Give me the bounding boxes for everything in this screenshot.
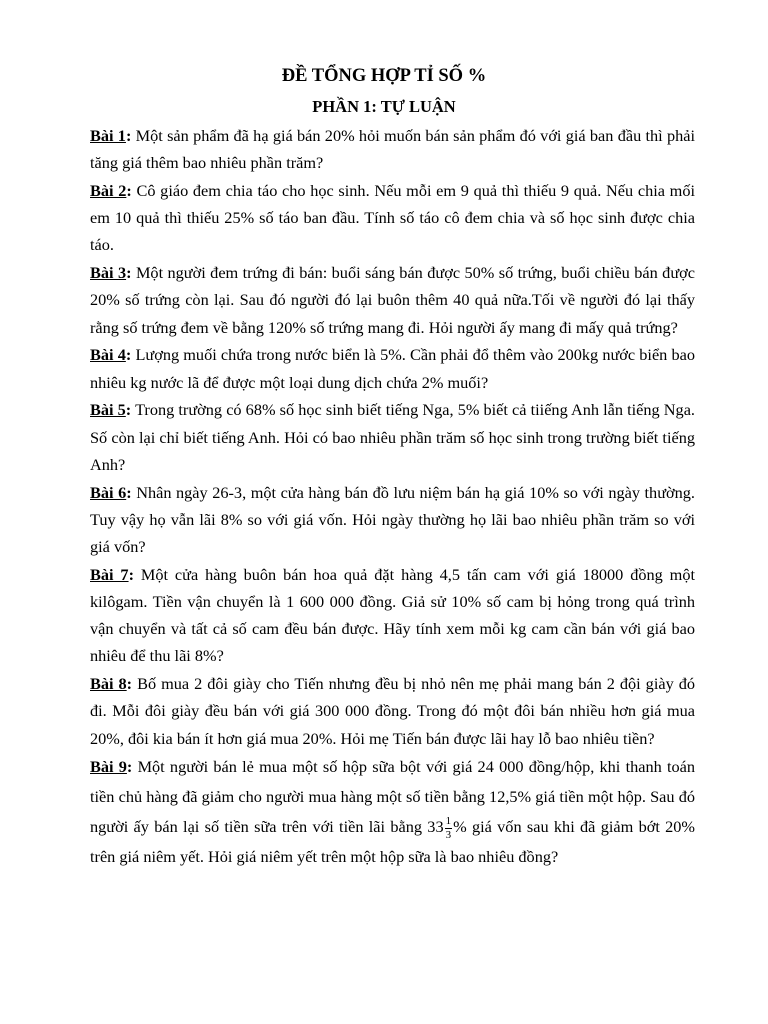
problem-1: Bài 1: Một sản phẩm đã hạ giá bán 20% hỏi muốn bán sản phẩm đó với giá ban đầu thì phải tăng giá thêm bao nhiêu phần trăm? <box>90 126 695 173</box>
problem-label: Bài 8 <box>90 674 127 694</box>
problem-label: Bài 3 <box>90 263 127 283</box>
problem-list <box>90 122 695 872</box>
fraction-one-third <box>445 815 453 842</box>
problem-label: Bài 5 <box>90 400 126 420</box>
problem-8: Bài 8: Bố mua 2 đôi giày cho Tiến nhưng đều bị nhỏ nên mẹ phải mang bán 2 đội giày đó đi. Mỗi đôi giày đều bán với giá 300 000 đồng. Trong đó một đôi bán nhiều hơn giá mua 20%, đôi kia bán ít hơn giá mua 20%. Hỏi mẹ Tiến bán được lãi hay lỗ bao nhiêu tiền? <box>90 674 695 748</box>
problem-7: Bài 7: Một cửa hàng buôn bán hoa quả đặt hàng 4,5 tấn cam với giá 18000 đồng một kilôgam. Tiền vận chuyển là 1 600 000 đồng. Giả sử 10% số cam bị hỏng trong quá trình vận chuyển và tất cả số cam đều bán được. Hãy tính xem mỗi kg cam cần bán với giá bao nhiêu để thu lãi 8%? <box>90 564 695 666</box>
problem-text: Một sản phẩm đã hạ giá bán 20% hỏi muốn bán sản phẩm đó với giá ban đầu thì phải tăng giá thêm bao nhiêu phần trăm? <box>90 126 695 173</box>
problem-label: Bài 4 <box>90 345 126 365</box>
problem-text: Cô giáo đem chia táo cho học sinh. Nếu mỗi em 9 quả thì thiếu 9 quả. Nếu chia mối em 10 quả thì thiếu 25% số táo ban đầu. Tính số táo cô đem chia và số học sinh được chia táo. <box>90 181 695 255</box>
problem-text: Một người bán lẻ mua một số hộp sữa bột với giá 24 000 đồng/hộp, khi thanh toán tiền chủ hàng đã giảm cho người mua hàng một số tiền bằng 12,5% giá tiền một hộp. Sau đó người ấy bán lại số tiền sữa trên với tiền lãi bằng 33 <box>90 757 695 837</box>
problem-text: Lượng muối chứa trong nước biển là 5%. Cần phải đổ thêm vào 200kg nước biển bao nhiêu kg nước lã để được một loại dung dịch chứa 2% muối? <box>90 345 695 392</box>
problem-6: Bài 6: Nhân ngày 26-3, một cửa hàng bán đồ lưu niệm bán hạ giá 10% so với ngày thường. Tuy vậy họ vẫn lãi 8% so với giá vốn. Hỏi ngày thường họ lãi bao nhiêu phần trăm so với giá vốn? <box>90 482 695 557</box>
problem-text: Trong trường có 68% số học sinh biết tiếng Nga, 5% biết cả tiiếng Anh lẫn tiếng Nga. Số còn lại chỉ biết tiếng Anh. Hỏi có bao nhiêu phần trăm số học sinh trong trường biết tiếng Anh? <box>90 400 695 474</box>
problem-text: Một cửa hàng buôn bán hoa quả đặt hàng 4,5 tấn cam với giá 18000 đồng một kilôgam. Tiền vận chuyển là 1 600 000 đồng. Giả sử 10% số cam bị hỏng trong quá trình vận chuyển và tất cả số cam đều bán được. Hãy tính xem mỗi kg cam cần bán với giá bao nhiêu để thu lãi 8%? <box>90 564 695 666</box>
problem-9: Bài 9: Một người bán lẻ mua một số hộp sữa bột với giá 24 000 đồng/hộp, khi thanh toán tiền chủ hàng đã giảm cho người mua hàng một số tiền bằng 12,5% giá tiền một hộp. Sau đó người ấy bán lại số tiền sữa trên với tiền lãi bằng 33 $\frac{1}{3}$ % giá vốn sau khi đã giảm bớt 20% trên giá niêm yết. Hỏi giá niêm yết trên một hộp sữa là bao nhiêu đồng? <box>90 757 695 867</box>
fraction-denominator: 3 <box>445 829 452 842</box>
problem-2: Bài 2: Cô giáo đem chia táo cho học sinh. Nếu mỗi em 9 quả thì thiếu 9 quả. Nếu chia mối em 10 quả thì thiếu 25% số táo ban đầu. Tính số táo cô đem chia và số học sinh được chia táo. <box>90 181 695 255</box>
problem-text-continued: % giá vốn sau khi đã giảm bớt 20% trên giá niêm yết. Hỏi giá niêm yết trên một hộp sữa là bao nhiêu đồng? <box>90 817 695 867</box>
problem-4: Bài 4: Lượng muối chứa trong nước biển là 5%. Cần phải đổ thêm vào 200kg nước biển bao nhiêu kg nước lã để được một loại dung dịch chứa 2% muối? <box>90 345 695 392</box>
problem-5: Bài 5: Trong trường có 68% số học sinh biết tiếng Nga, 5% biết cả tiiếng Anh lẫn tiếng Nga. Số còn lại chỉ biết tiếng Anh. Hỏi có bao nhiêu phần trăm số học sinh trong trường biết tiếng Anh? <box>90 400 695 474</box>
problem-label: Bài 6 <box>90 482 127 502</box>
fraction-numerator: 1 <box>445 815 452 828</box>
problem-label: Bài 2 <box>90 181 127 200</box>
problem-label: Bài 7 <box>90 564 129 584</box>
problem-label: Bài 1 <box>90 126 126 145</box>
section-heading: PHẦN 1: TỰ LUẬN <box>312 97 456 116</box>
problem-3: Bài 3: Một người đem trứng đi bán: buổi sáng bán được 50% số trứng, buổi chiều bán được 20% số trứng còn lại. Sau đó người đó lại buôn thêm 40 quả nữa.Tối về người đó lại thấy rằng số trứng đem về bằng 120% số trứng mang đi. Hỏi người ấy mang đi mấy quả trứng? <box>90 263 695 337</box>
problem-text: Bố mua 2 đôi giày cho Tiến nhưng đều bị nhỏ nên mẹ phải mang bán 2 đội giày đó đi. Mỗi đôi giày đều bán với giá 300 000 đồng. Trong đó một đôi bán nhiều hơn giá mua 20%, đôi kia bán ít hơn giá mua 20%. Hỏi mẹ Tiến bán được lãi hay lỗ bao nhiêu tiền? <box>90 674 695 748</box>
problem-label: Bài 9 <box>90 757 127 777</box>
problem-text: Nhân ngày 26-3, một cửa hàng bán đồ lưu niệm bán hạ giá 10% so với ngày thường. Tuy vậy họ vẫn lãi 8% so với giá vốn. Hỏi ngày thường họ lãi bao nhiêu phần trăm so với giá vốn? <box>90 482 695 557</box>
document-title: ĐỀ TỔNG HỢP TỈ SỐ % <box>281 66 487 86</box>
problem-text: Một người đem trứng đi bán: buổi sáng bán được 50% số trứng, buổi chiều bán được 20% số trứng còn lại. Sau đó người đó lại buôn thêm 40 quả nữa.Tối về người đó lại thấy rằng số trứng đem về bằng 120% số trứng mang đi. Hỏi người ấy mang đi mấy quả trứng? <box>90 263 695 337</box>
